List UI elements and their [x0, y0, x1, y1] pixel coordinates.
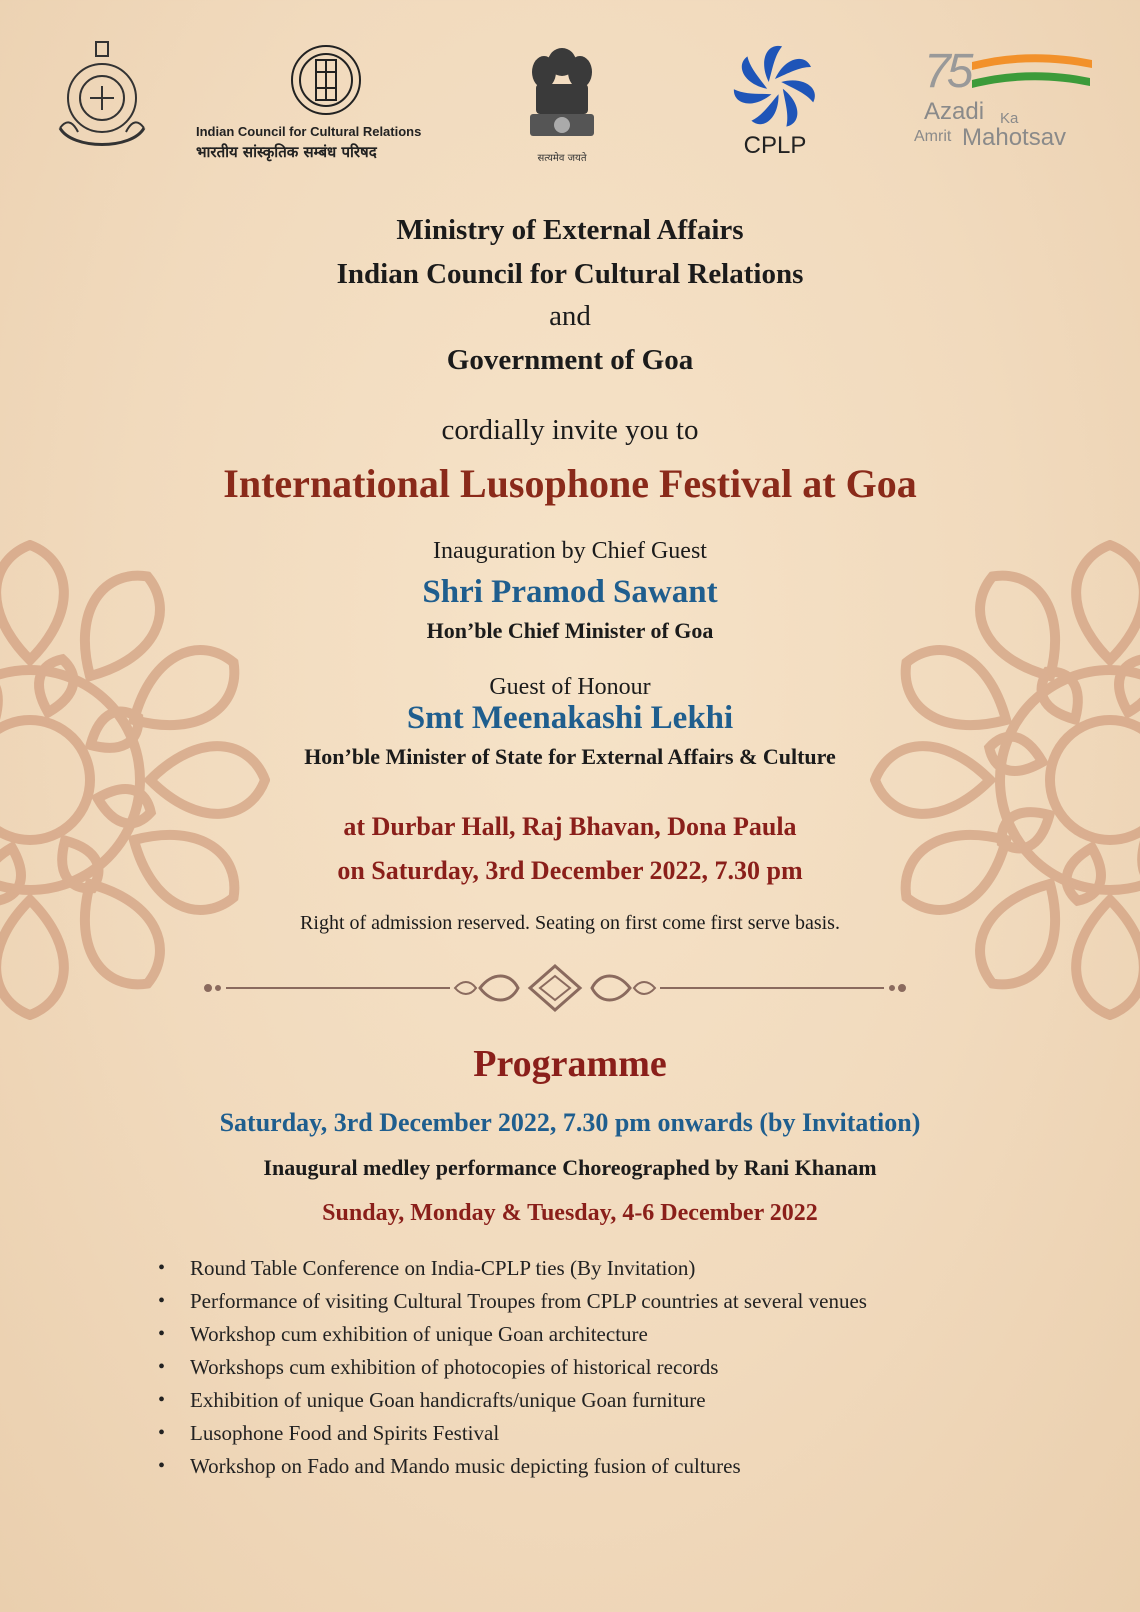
list-item: • Workshops cum exhibition of photocopies of historical records: [158, 1351, 867, 1384]
programme-days2-heading: Sunday, Monday & Tuesday, 4-6 December 2022: [322, 1200, 818, 1226]
right-mandala-ornament: [870, 540, 1140, 1020]
azadi-number: 75: [924, 45, 970, 98]
list-item: • Exhibition of unique Goan handicrafts/unique Goan furniture: [158, 1384, 867, 1417]
venue-place: at Durbar Hall, Raj Bhavan, Dona Paula: [343, 812, 797, 841]
guest-of-honour-label: Guest of Honour: [489, 674, 651, 700]
emblem-motto: सत्यमेव जयते: [537, 153, 587, 164]
mahotsav-word: Mahotsav: [962, 124, 1067, 151]
venue-datetime: on Saturday, 3rd December 2022, 7.30 pm: [337, 856, 803, 885]
chief-guest-designation: Hon’ble Chief Minister of Goa: [426, 618, 714, 643]
list-item: • Performance of visiting Cultural Troupes from CPLP countries at several venues: [158, 1285, 867, 1318]
left-mandala-ornament: [0, 540, 270, 1020]
list-item: • Workshop cum exhibition of unique Goan architecture: [158, 1318, 867, 1351]
programme-items-list: [158, 1252, 867, 1483]
programme-day1-detail: Inaugural medley performance Choreographed by Rani Khanam: [263, 1155, 877, 1180]
chief-guest-name: Shri Pramod Sawant: [422, 574, 718, 610]
amrit-word: Amrit: [914, 128, 952, 145]
cplp-logo: [720, 42, 820, 162]
cplp-label: CPLP: [743, 132, 807, 159]
azadi-word: Azadi: [924, 98, 985, 125]
host-line-goa: Government of Goa: [446, 344, 694, 376]
chief-guest-label: Inauguration by Chief Guest: [433, 538, 707, 564]
host-line-and: and: [549, 300, 591, 332]
goa-government-emblem: [52, 40, 152, 160]
invite-intro: cordially invite you to: [441, 414, 699, 446]
programme-heading: Programme: [473, 1043, 667, 1085]
iccr-name-hindi: भारतीय सांस्कृतिक सम्बंध परिषद: [196, 143, 377, 161]
list-item: • Round Table Conference on India-CPLP ties (By Invitation): [158, 1252, 867, 1285]
admission-note: Right of admission reserved. Seating on first come first serve basis.: [300, 912, 840, 934]
list-item: • Workshop on Fado and Mando music depicting fusion of cultures: [158, 1450, 867, 1483]
host-line-iccr: Indian Council for Cultural Relations: [336, 258, 804, 290]
iccr-logo: [196, 42, 456, 162]
ka-word: Ka: [1000, 110, 1019, 127]
azadi-ka-amrit-mahotsav-logo: [912, 44, 1102, 154]
host-line-ministry: Ministry of External Affairs: [396, 214, 744, 246]
event-title: International Lusophone Festival at Goa: [223, 461, 917, 506]
national-emblem-of-india: [524, 40, 600, 168]
programme-day1-heading: Saturday, 3rd December 2022, 7.30 pm onwards (by Invitation): [219, 1108, 921, 1137]
guest-of-honour-designation: Hon’ble Minister of State for External Affairs & Culture: [304, 744, 836, 769]
guest-of-honour-name: Smt Meenakashi Lekhi: [406, 700, 734, 736]
list-item: • Lusophone Food and Spirits Festival: [158, 1417, 867, 1450]
ornamental-divider: [200, 958, 910, 1018]
iccr-name-english: Indian Council for Cultural Relations: [196, 124, 422, 139]
